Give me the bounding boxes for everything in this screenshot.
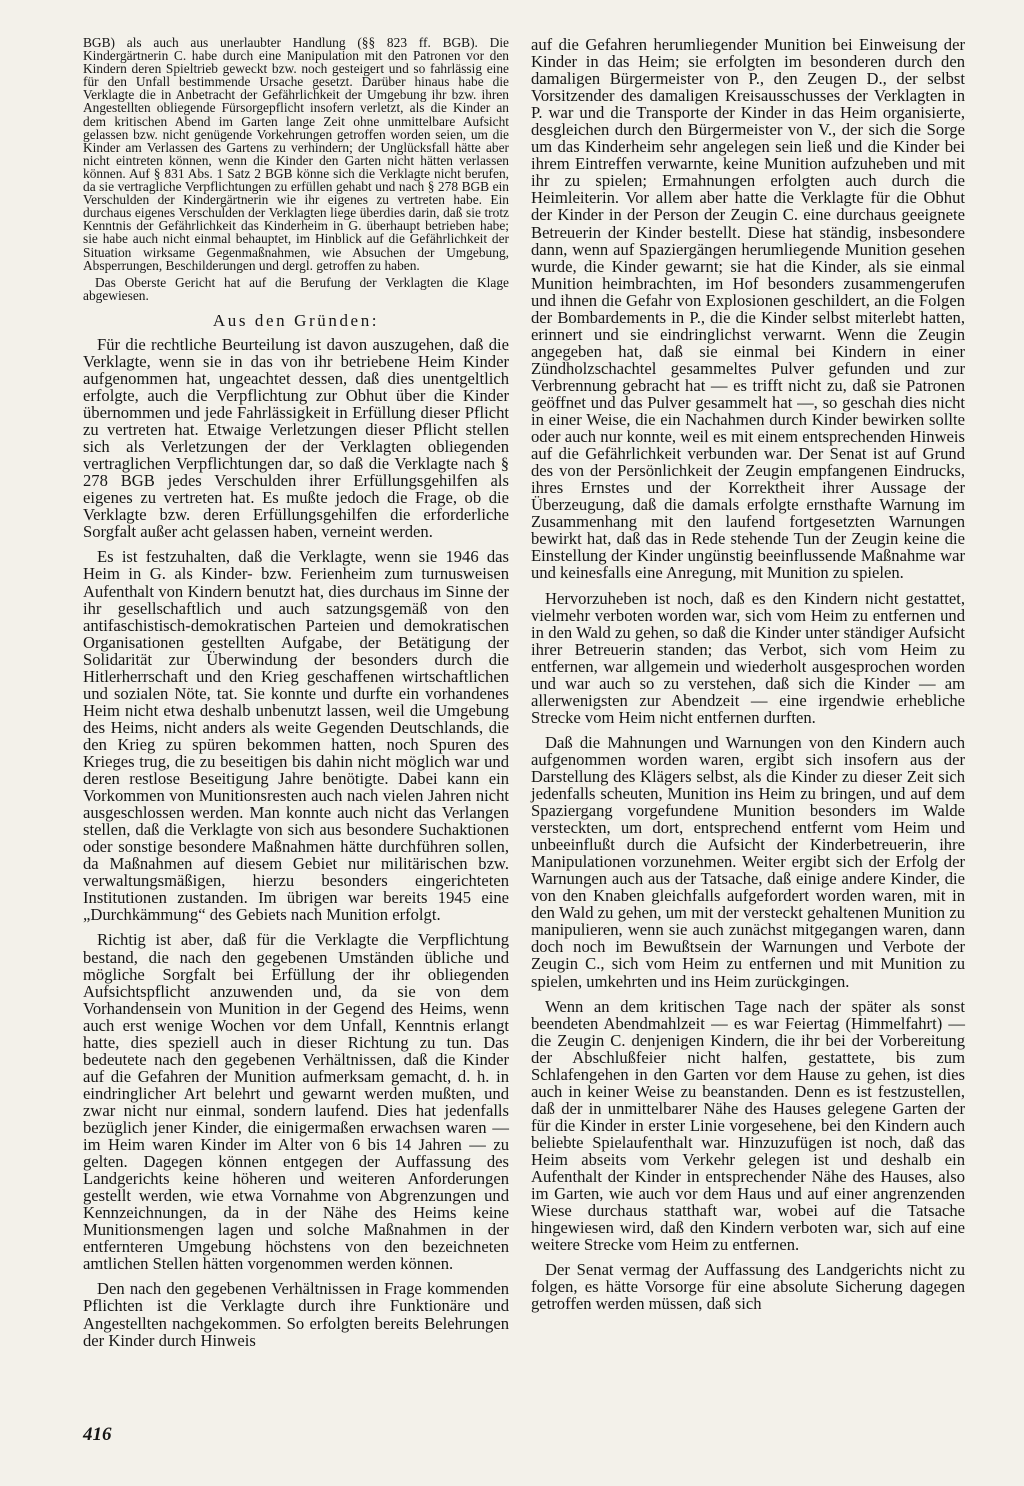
body-paragraph: Wenn an dem kritischen Tage nach der später als sonst beendeten Abendmahlzeit — es war Feiertag (Himmelfahrt) — die Zeugin C. denjenigen Kindern, die ihr bei der Vorbereitung der Abschlußfeier nicht halfen, gestattete, bis zum Schlafengehen in den Garten vor dem Hause zu gehen, ist dies auch in keiner Weise zu beanstanden. Denn es ist festzustellen, daß der in unmittelbarer Nähe des Hauses gelegene Garten der für die Kinder in erster Linie vorgesehene, bei den Kindern auch beliebte Spielaufenthalt war. Hinzuzufügen ist noch, daß das Heim abseits vom Verkehr gelegen ist und deshalb ein Aufenthalt der Kinder in entsprechender Nähe des Hauses, also im Garten, wie auch vor dem Haus und auf einer angrenzenden Wiese durchaus statthaft war, wobei auf die Tatsache hingewiesen wird, daß den Kindern verboten war, sich auf eine weitere Strecke vom Heim zu entfernen. [531, 996, 965, 1255]
page-number: 416 [83, 1424, 112, 1445]
body-paragraph: Den nach den gegebenen Verhältnissen in Frage kommenden Pflichten ist die Verklagte durch ihre Funktionäre und Angestellten nachgekommen. So erfolgten bereits Belehrungen der Kinder durch Hinweis [83, 1279, 509, 1350]
body-paragraph-continued: auf die Gefahren herumliegender Munition bei Einweisung der Kinder in das Heim; sie erfolgten im besonderen durch den damaligen Bürgermeister von P., den Zeugen D., der selbst Vorsitzender des damaligen Kreisausschusses der Verklagten in P. war und die Transporte der Kinder in das Heim organisierte, desgleichen durch den Bürgermeister von V., der sich die Sorge um das Kinderheim sehr angelegen sein ließ und die Kinder bei ihrem Eintreffen verwarnte, keine Munition aufzuheben und mit ihr zu spielen; Ermahnungen erfolgten auch durch die Heimleiterin. Vor allem aber hatte die Verklagte für die Obhut der Kinder in der Person der Zeugin C. eine durchaus geeignete Betreuerin der Kinder bestellt. Diese hat ständig, insbesondere dann, wenn auf Spaziergängen herumliegende Munition gesehen wurde, die Kinder gewarnt; sie hat die Kinder, als sie einmal Munition heimbrachten, im Hof besonders zusammengerufen und ihnen die Gefahr von Explosionen geschildert, an die Folgen der Bombardements in P., die die Kinder selbst miterlebt hatten, erinnert und sie eindringlichst verwarnt. Wenn die Zeugin angegeben hat, daß sie einmal bei Kindern in einer Zündholzschachtel gesammeltes Pulver gefunden und zur Verbrennung gebracht hat — es trifft nicht zu, daß sie Patronen geöffnet und das Pulver gesammelt hat —, so geschah dies nicht in einer Weise, die ein Nachahmen durch Kinder bewirken sollte oder auch nur konnte, weil es mit einem entsprechenden Hinweis auf die Gefährlichkeit verbunden war. Der Senat ist auf Grund des von der Persönlichkeit der Zeugin empfangenen Eindrucks, ihres Ernstes und der Korrektheit ihrer Aussage der Überzeugung, daß die damals erfolgte ernsthafte Warnung im Zusammenhang mit den laufend fortgesetzten Warnungen bewirkt hat, daß das in Rede stehende Tun der Zeugin keine die Einstellung der Kinder ungünstig beeinflussende Maßnahme war und keinesfalls eine Anregung, mit Munition zu spielen. [531, 35, 965, 583]
left-body-text [83, 336, 509, 1349]
right-column [531, 36, 965, 1320]
summary-paragraph: BGB) als auch aus unerlaubter Handlung (§§ 823 ff. BGB). Die Kindergärtnerin C. habe durch eine Manipulation mit den Patronen vor den Kindern deren Spieltrieb geweckt bzw. noch gesteigert und so fahrlässig eine für den Unfall bestimmende Ursache gesetzt. Darüber hinaus habe die Verklagte die in Anbetracht der Gefährlichkeit der Umgebung ihr bzw. ihren Angestellten obliegende Fürsorgepflicht insofern verletzt, als die Kinder an dem kritischen Abend im Garten lange Zeit ohne unmittelbare Aufsicht gelassen bzw. nicht genügende Vorkehrungen getroffen worden seien, um die Kinder am Verlassen des Gartens zu verhindern; der Unglücksfall hätte aber nicht eintreten können, wenn die Kinder den Garten nicht hätten verlassen können. Auf § 831 Abs. 1 Satz 2 BGB könne sich die Verklagte nicht berufen, da sie vertragliche Verpflichtungen zu erfüllen gehabt und nach § 278 BGB ein Verschulden der Kindergärtnerin wie ihr eigenes zu vertreten habe. Ein durchaus eigenes Verschulden der Verklagten liege überdies darin, daß sie trotz Kenntnis der Gefährlichkeit das Kinderheim in G. überhaupt betrieben habe; sie habe auch nicht einmal behauptet, im Hinblick auf die Gefährlichkeit der Situation wirksame Gegenmaßnahmen, wie Absuchen der Umgebung, Absperrungen, Beschilderungen und dergl. getroffen zu haben. [83, 35, 509, 273]
case-summary [83, 36, 509, 302]
body-paragraph: Der Senat vermag der Auffassung des Landgerichts nicht zu folgen, es hätte Vorsorge für eine absolute Sicherung dagegen getroffen werden müssen, daß sich [531, 1260, 965, 1314]
summary-paragraph: Das Oberste Gericht hat auf die Berufung der Verklagten die Klage abgewiesen. [83, 274, 509, 303]
body-paragraph: Es ist festzuhalten, daß die Verklagte, wenn sie 1946 das Heim in G. als Kinder- bzw. Ferienheim zum turnusweisen Aufenthalt von Kindern benutzt hat, dies durchaus im Sinne der ihr gesellschaftlich und auch satzungsgemäß von den antifaschistisch-demokratischen Parteien und demokratischen Organisationen gestellten Aufgabe, der Betätigung der Solidarität zur Überwindung der besonders durch die Hitlerherrschaft und den Krieg geschaffenen wirtschaftlichen und sozialen Nöte, tat. Sie konnte und durfte ein vorhandenes Heim nicht etwa deshalb unbenutzt lassen, weil die Umgebung des Heims, nicht anders als weite Gegenden Deutschlands, die den Krieg zu spüren bekommen hatten, noch Spuren des Krieges trug, die zu beseitigen bis dahin nicht möglich war und deren restlose Beseitigung Jahre benötigte. Dabei kann ein Vorkommen von Munitionsresten auch nach vielen Jahren nicht ausgeschlossen werden. Man konnte auch nicht das Verlangen stellen, daß die Verklagte von sich aus besondere Suchaktionen oder sonstige besondere Maßnahmen hätte durchführen sollen, da Maßnahmen auf diesem Gebiet nur militärischen bzw. verwaltungsmäßigen, hierzu besonders eingerichteten Institutionen zustanden. Im übrigen war bereits 1945 eine „Durchkämmung“ des Gebiets nach Munition erfolgt. [83, 547, 509, 925]
body-paragraph: Daß die Mahnungen und Warnungen von den Kindern auch aufgenommen worden waren, ergibt sich insofern aus der Darstellung des Klägers selbst, als die Kinder zu dieser Zeit sich jedenfalls scheuten, Munition ins Heim zu bringen, und auf dem Spaziergang vorgefundene Munition besonders im Walde versteckten, um dort, entsprechend entfernt vom Heim und unbeeinflußt durch die Aufsicht der Kinderbetreuerin, ihre Manipulationen vorzunehmen. Weiter ergibt sich der Erfolg der Warnungen auch aus der Tatsache, daß einige andere Kinder, die von den Knaben gleichfalls aufgefordert worden waren, mit in den Wald zu gehen, um mit der versteckt gehaltenen Munition zu manipulieren, wenn sie auch zunächst mitgegangen waren, dann doch noch im Bewußtsein der Warnungen und Verbote der Zeugin C., sich vom Heim zu entfernen und mit Munition zu spielen, umkehrten und ins Heim zurückgingen. [531, 732, 965, 991]
body-paragraph: Hervorzuheben ist noch, daß es den Kindern nicht gestattet, vielmehr verboten worden war, sich vom Heim zu entfernen und in den Wald zu gehen, so daß die Kinder unter ständiger Aufsicht ihrer Betreuerin standen; das Verbot, sich vom Heim zu entfernen, war allgemein und wiederholt ausgesprochen worden und war auch so zu verstehen, daß sich die Kinder — am allerwenigsten zur Abendzeit — eine irgendwie erhebliche Strecke vom Heim nicht entfernen durften. [531, 588, 965, 727]
body-paragraph: Richtig ist aber, daß für die Verklagte die Verpflichtung bestand, die nach den gegebenen Umständen übliche und mögliche Sorgfalt bei Erfüllung der ihr obliegenden Aufsichtspflicht anzuwenden und, da sie von dem Vorhandensein von Munition in der Gegend des Heims, wenn auch erst wenige Wochen vor dem Unfall, Kenntnis erlangt hatte, dies speziell auch in dieser Richtung zu tun. Das bedeutete nach den gegebenen Verhältnissen, daß die Kinder auf die Gefahren der Munition aufmerksam gemacht, d. h. in eindringlicher Art belehrt und gewarnt werden mußten, und zwar nicht nur einmal, sondern laufend. Dies hat jedenfalls bezüglich jener Kinder, die einigermaßen erwachsen waren — im Heim waren Kinder im Alter von 6 bis 14 Jahren — zu gelten. Dagegen können entgegen der Auffassung des Landgerichts keine höheren und weiteren Anforderungen gestellt werden, wie etwa Vornahme von Abgrenzungen und Kennzeichnungen, da in der Nähe des Heims keine Munitionsmengen lagen und solche Maßnahmen in der entfernteren Umgebung höchstens von den bezeichneten amtlichen Stellen hätten vorgenommen werden können. [83, 930, 509, 1274]
right-body-text [531, 36, 965, 1312]
left-column [83, 36, 509, 1357]
body-paragraph: Für die rechtliche Beurteilung ist davon auszugehen, daß die Verklagte, wenn sie in das von ihr betriebene Heim Kinder aufgenommen hat, ungeachtet dessen, daß dies unentgeltlich erfolgte, auch die Verpflichtung zur Obhut über die Kinder übernommen und jede Fahrlässigkeit in Erfüllung dieser Pflicht zu vertreten hat. Etwaige Verletzungen dieser Pflicht stellen sich als Verletzungen der der Verklagten obliegenden vertraglichen Verpflichtungen dar, so daß die Verklagte nach § 278 BGB jedes Verschulden ihrer Erfüllungsgehilfen als eigenes zu vertreten hat. Es mußte jedoch die Frage, ob die Verklagte bzw. deren Erfüllungsgehilfen die erforderliche Sorgfalt außer acht gelassen haben, verneint werden. [83, 334, 509, 542]
section-heading: Aus den Gründen: [212, 310, 380, 330]
